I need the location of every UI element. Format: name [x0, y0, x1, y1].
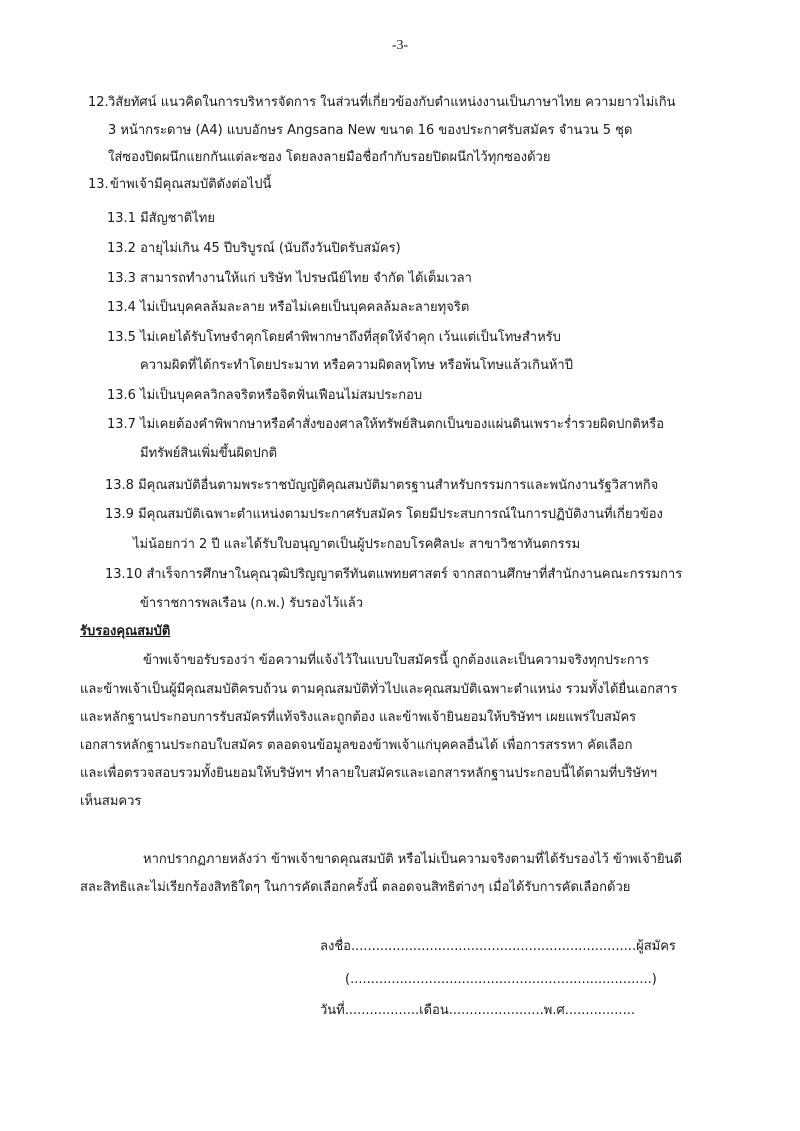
qualification-item: [107, 298, 469, 318]
q-num: 13.10: [105, 567, 143, 582]
q-text: สามารถทำงานให้แก่ บริษัท ไปรษณีย์ไทย จำกัด ได้เต็มเวลา: [140, 271, 472, 286]
page-number: -3-: [391, 38, 409, 53]
qualification-item: [105, 476, 658, 496]
q-num: 13.1: [107, 211, 136, 226]
cert-para-line: และเพื่อตรวจสอบรวมทั้งยินยอมให้บริษัทฯ ทำลายใบสมัครและเอกสารหลักฐานประกอบนี้ได้ตามที่บริษัทฯ: [80, 766, 658, 781]
cert-para-line: เอกสารหลักฐานประกอบใบสมัคร ตลอดจนข้อมูลของข้าพเจ้าแก่บุคคลอื่นได้ เพื่อการสรรหา คัดเลือก: [80, 738, 633, 753]
q-text: ไม่เป็นบุคคลล้มละลาย หรือไม่เคยเป็นบุคคลล้มละลายทุจริต: [140, 300, 470, 315]
q-text: ไม่เคยต้องคำพิพากษาหรือคำสั่งของศาลให้ทรัพย์สินตกเป็นของแผ่นดินเพราะร่ำรวยผิดปกติหรือ: [140, 417, 664, 432]
q-text-cont: ความผิดที่ได้กระทำโดยประมาท หรือความผิดลหุโทษ หรือพ้นโทษแล้วเกินห้าปี: [140, 358, 573, 373]
q-text: ไม่เคยได้รับโทษจำคุกโดยคำพิพากษาถึงที่สุดให้จำคุก เว้นแต่เป็นโทษสำหรับ: [140, 330, 561, 345]
q-num: 13.2: [107, 241, 136, 256]
item-number: 13.: [88, 177, 109, 192]
q-text-cont: ไม่น้อยกว่า 2 ปี และได้รับใบอนุญาตเป็นผู้ประกอบโรคศิลปะ สาขาวิชาทันตกรรม: [133, 537, 581, 552]
item-number: 12.: [88, 95, 109, 110]
q-num: 13.4: [107, 300, 136, 315]
item-text: ข้าพเจ้ามีคุณสมบัติดังต่อไปนี้: [110, 177, 272, 192]
q-num: 13.5: [107, 330, 136, 345]
q-text: ไม่เป็นบุคคลวิกลจริตหรือจิตฟั่นเฟือนไม่สมประกอบ: [140, 388, 423, 403]
cert-para-line: และข้าพเจ้าเป็นผู้มีคุณสมบัติครบถ้วน ตามคุณสมบัติทั่วไปและคุณสมบัติเฉพาะตำแหน่ง รวมทั้งได้ยื่นเอกสาร: [80, 682, 678, 697]
qualification-item: [107, 328, 561, 348]
date-line: วันที่..................เดือน.......................พ.ศ.................: [320, 1003, 635, 1018]
item-text: 3 หน้ากระดาษ (A4) แบบอักษร Angsana New ขนาด 16 ของประกาศรับสมัคร จำนวน 5 ชุด: [108, 123, 633, 138]
qualification-item: [105, 505, 663, 525]
qualification-item: [107, 209, 215, 229]
q-num: 13.7: [107, 417, 136, 432]
qualification-item: [107, 386, 422, 406]
item-text: ใส่ซองปิดผนึกแยกกันแต่ละซอง โดยลงลายมือชื่อกำกับรอยปิดผนึกไว้ทุกซองด้วย: [108, 150, 551, 165]
item-text: วิสัยทัศน์ แนวคิดในการบริหารจัดการ ในส่วนที่เกี่ยวข้องกับตำแหน่งงานเป็นภาษาไทย ความยาวไม่เกิน: [108, 95, 676, 110]
q-text: มีสัญชาติไทย: [140, 211, 215, 226]
q-num: 13.9: [105, 507, 134, 522]
q-num: 13.8: [105, 478, 134, 493]
cert-para-line: หากปรากฏภายหลังว่า ข้าพเจ้าขาดคุณสมบัติ หรือไม่เป็นความจริงตามที่ได้รับรองไว้ ข้าพเจ้ายินดี: [143, 852, 682, 867]
qualification-item: [107, 239, 401, 259]
q-text: มีคุณสมบัติอื่นตามพระราชบัญญัติคุณสมบัติมาตรฐานสำหรับกรรมการและพนักงานรัฐวิสาหกิจ: [138, 478, 659, 493]
q-text: สำเร็จการศึกษาในคุณวุฒิปริญญาตรีทันตแพทยศาสตร์ จากสถานศึกษาที่สำนักงานคณะกรรมการ: [146, 567, 683, 582]
printed-name-line: (.........................................................................): [345, 972, 657, 987]
certification-heading: รับรองคุณสมบัติ: [80, 624, 171, 639]
q-text-cont: ข้าราชการพลเรือน (ก.พ.) รับรองไว้แล้ว: [140, 596, 364, 611]
cert-para-line: เห็นสมควร: [80, 794, 142, 809]
q-text-cont: มีทรัพย์สินเพิ่มขึ้นผิดปกติ: [140, 446, 278, 461]
qualification-item: [107, 415, 664, 435]
q-num: 13.6: [107, 388, 136, 403]
q-text: อายุไม่เกิน 45 ปีบริบูรณ์ (นับถึงวันปิดรับสมัคร): [140, 241, 401, 256]
cert-para-line: สละสิทธิและไม่เรียกร้องสิทธิใดๆ ในการคัดเลือกครั้งนี้ ตลอดจนสิทธิต่างๆ เมื่อได้รับการคัดเลือกด้วย: [80, 880, 631, 895]
qualification-item: [105, 565, 682, 585]
signature-line: ลงชื่อ.....................................................................ผู้สมัคร: [320, 939, 676, 954]
cert-para-line: ข้าพเจ้าขอรับรองว่า ข้อความที่แจ้งไว้ในแบบใบสมัครนี้ ถูกต้องและเป็นความจริงทุกประการ: [143, 653, 650, 668]
q-num: 13.3: [107, 271, 136, 286]
q-text: มีคุณสมบัติเฉพาะตำแหน่งตามประกาศรับสมัคร โดยมีประสบการณ์ในการปฏิบัติงานที่เกี่ยวข้อง: [138, 507, 663, 522]
cert-para-line: และหลักฐานประกอบการรับสมัครที่แท้จริงและถูกต้อง และข้าพเจ้ายินยอมให้บริษัทฯ เผยแพร่ใบสมัคร: [80, 710, 637, 725]
qualification-item: [107, 269, 472, 289]
